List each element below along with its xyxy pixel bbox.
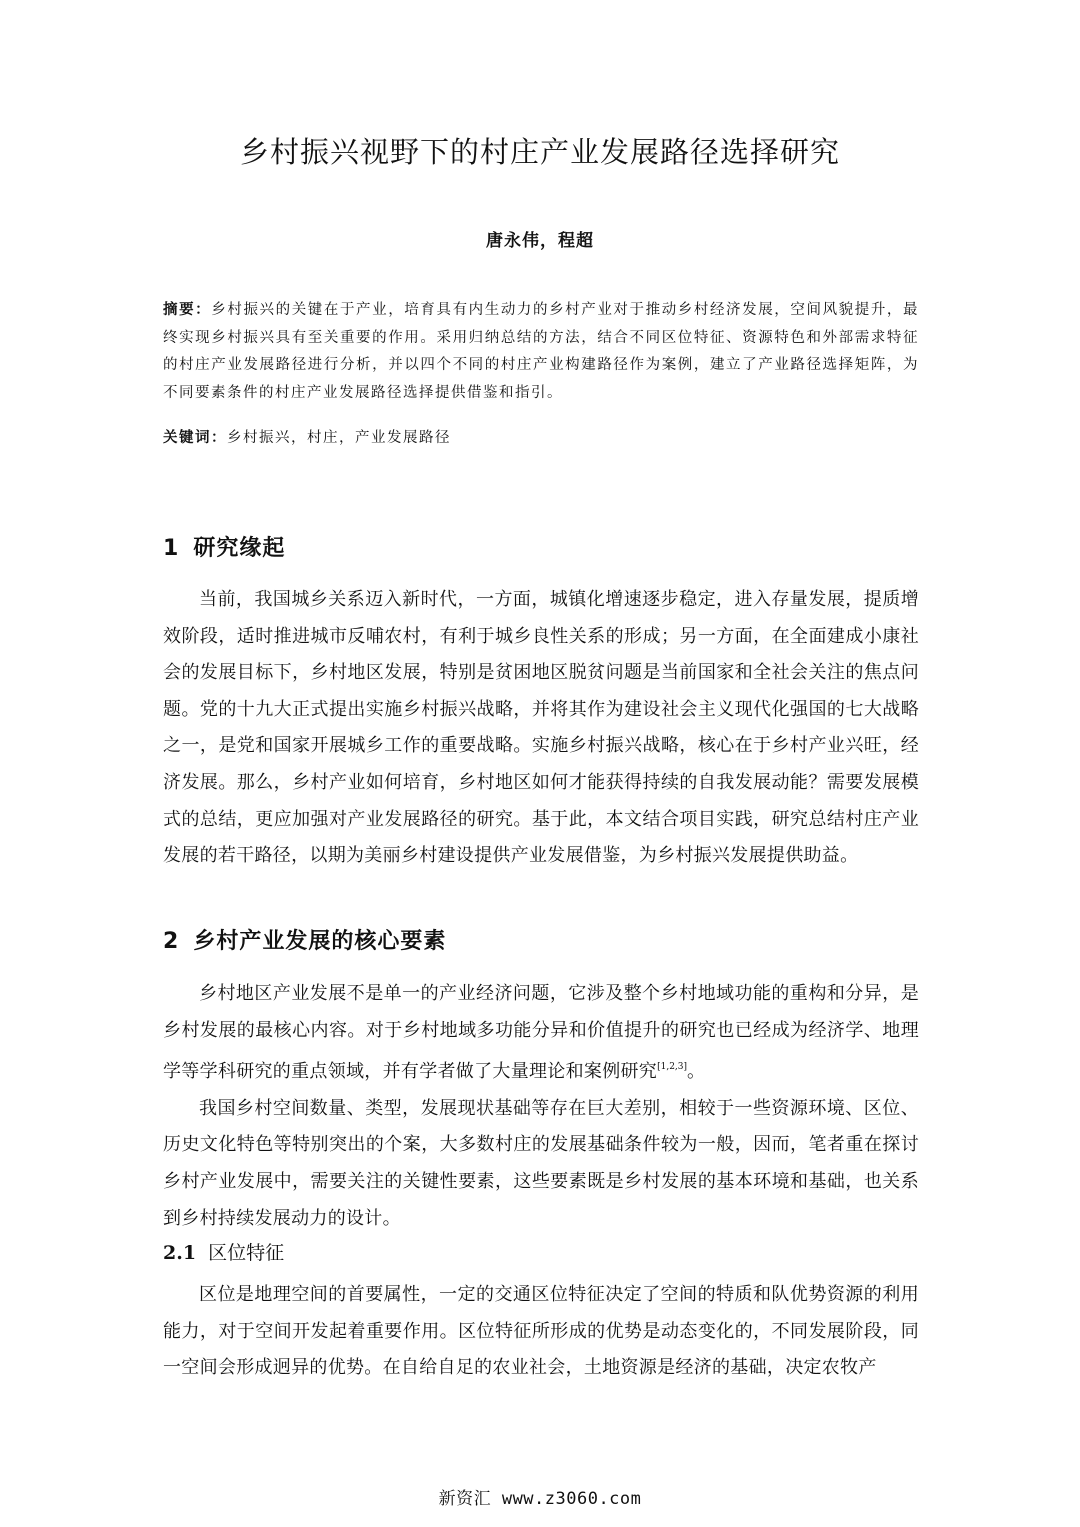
paragraph: 我国乡村空间数量、类型，发展现状基础等存在巨大差别，相较于一些资源环境、区位、历史文化特色等特别突出的个案，大多数村庄的发展基础条件较为一般，因而，笔者重在探讨乡村产业发展中，需要关注的关键性要素，这些要素既是乡村发展的基本环境和基础，也关系到乡村持续发展动力的设计。	[163, 1097, 919, 1229]
subsection-2-1-body	[163, 1277, 919, 1387]
paragraph: 区位是地理空间的首要属性，一定的交通区位特征决定了空间的特质和队优势资源的利用能力，对于空间开发起着重要作用。区位特征所形成的优势是动态变化的，不同发展阶段，同一空间会形成迥异的优势。在自给自足的农业社会，土地资源是经济的基础，决定农牧产	[163, 1284, 919, 1379]
abstract	[163, 296, 919, 407]
keywords-text: 乡村振兴，村庄，产业发展路径	[227, 430, 451, 446]
section-1-body	[163, 582, 919, 875]
paragraph-text: 乡村地区产业发展不是单一的产业经济问题，它涉及整个乡村地域功能的重构和分异，是乡村发展的最核心内容。对于乡村地域多功能分异和价值提升的研究也已经成为经济学、地理学等学科研究的重点领域，并有学者做了大量理论和案例研究	[163, 983, 919, 1083]
section-heading	[163, 926, 919, 958]
section-title: 乡村产业发展的核心要素	[193, 929, 447, 954]
section-2	[163, 926, 919, 958]
section-number: 1	[163, 536, 180, 561]
subsection-heading	[163, 1238, 919, 1268]
section-heading	[163, 533, 919, 565]
section-number: 2	[163, 929, 180, 954]
subsection-title: 区位特征	[208, 1242, 285, 1264]
footer-watermark: 新资汇 www.z3060.com	[438, 1489, 642, 1509]
section-1	[163, 533, 919, 565]
keywords-label: 关键词：	[163, 429, 227, 446]
keywords	[163, 427, 919, 449]
paper-authors: 唐永伟，程超	[486, 231, 594, 251]
paragraph	[163, 976, 919, 1091]
section-2-body	[163, 976, 919, 1237]
subsection-number: 2.1	[163, 1242, 197, 1264]
citation: [1,2,3]	[657, 1062, 688, 1073]
paragraph: 当前，我国城乡关系迈入新时代，一方面，城镇化增速逐步稳定，进入存量发展，提质增效阶段，适时推进城市反哺农村，有利于城乡良性关系的形成；另一方面，在全面建成小康社会的发展目标下，乡村地区发展，特别是贫困地区脱贫问题是当前国家和全社会关注的焦点问题。党的十九大正式提出实施乡村振兴战略，并将其作为建设社会主义现代化强国的七大战略之一，是党和国家开展城乡工作的重要战略。实施乡村振兴战略，核心在于乡村产业兴旺，经济发展。那么，乡村产业如何培育，乡村地区如何才能获得持续的自我发展动能？需要发展模式的总结，更应加强对产业发展路径的研究。基于此，本文结合项目实践，研究总结村庄产业发展的若干路径，以期为美丽乡村建设提供产业发展借鉴，为乡村振兴发展提供助益。	[163, 589, 919, 867]
abstract-label: 摘要：	[163, 301, 212, 318]
abstract-text: 乡村振兴的关键在于产业，培育具有内生动力的乡村产业对于推动乡村经济发展，空间风貌提升，最终实现乡村振兴具有至关重要的作用。采用归纳总结的方法，结合不同区位特征、资源特色和外部需求特征的村庄产业发展路径进行分析，并以四个不同的村庄产业构建路径作为案例，建立了产业路径选择矩阵，为不同要素条件的村庄产业发展路径选择提供借鉴和指引。	[163, 302, 920, 401]
section-title: 研究缘起	[193, 536, 286, 561]
paragraph-end: 。	[687, 1061, 706, 1083]
subsection-2-1	[163, 1238, 919, 1268]
paper-title: 乡村振兴视野下的村庄产业发展路径选择研究	[239, 135, 840, 169]
